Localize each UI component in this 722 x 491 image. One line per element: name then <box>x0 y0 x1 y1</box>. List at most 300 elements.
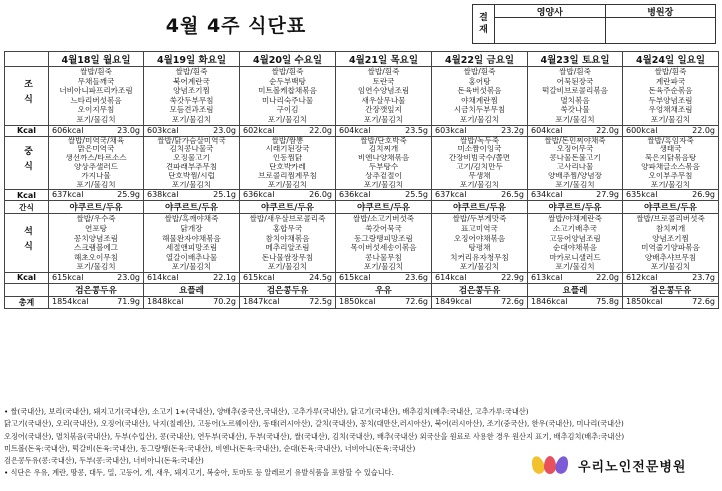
day-header: 4월20일 수요일 <box>240 52 336 67</box>
dish-item: 쌀밥/흑깨야채죽 <box>164 214 219 224</box>
dish-item: 새우살무나물 <box>361 95 406 105</box>
protein-value: 25.9g <box>117 190 140 200</box>
day-header: 4월18일 월요일 <box>49 52 144 67</box>
dish-item: 돈육버섯볶음 <box>457 86 502 96</box>
dish-item: 포기/물김치 <box>363 114 404 124</box>
kcal-cell <box>240 190 336 201</box>
kcal-cell <box>336 272 432 283</box>
kcal-value: 636kcal <box>339 190 371 200</box>
dish-item: 닭개장 <box>180 223 203 233</box>
protein-value: 22.1g <box>213 272 236 282</box>
approval-col-nutritionist <box>495 5 606 43</box>
day-header: 4월19일 화요일 <box>144 52 240 67</box>
dish-item: 콩나물돈불고기 <box>549 154 601 163</box>
drink-cell: 요플레 <box>528 283 623 296</box>
dish-item: 단호박카레 <box>269 162 306 171</box>
protein-value: 22.0g <box>596 272 619 282</box>
dish-item: 쌀밥/두부게맛죽 <box>452 214 507 224</box>
day-menu-cell <box>240 67 336 126</box>
dish-item: 가지나물 <box>81 171 111 180</box>
approval-sign-area <box>606 18 716 43</box>
dish-item: 표고미역국 <box>461 223 498 233</box>
corner-cell <box>5 52 49 67</box>
dish-item: 미소짬이잉국 <box>457 145 502 154</box>
protein-value: 25.1g <box>213 190 236 200</box>
kcal-value: 612kcal <box>626 272 658 282</box>
day-menu-cell <box>623 214 719 273</box>
dish-item: 너비아니파프리카조림 <box>59 86 133 96</box>
dish-item: 느타리버섯볶음 <box>70 95 122 105</box>
kcal-values <box>432 190 527 200</box>
dish-item: 포기/물김치 <box>171 180 212 189</box>
total-cell <box>49 296 144 308</box>
kcal-values <box>144 273 239 283</box>
kcal-cell <box>240 272 336 283</box>
dish-item: 콩나물무침 <box>365 252 402 262</box>
day-header-row <box>5 52 719 67</box>
hands-logo-icon <box>532 454 570 476</box>
kcal-values <box>49 273 143 283</box>
kcal-values <box>623 190 718 200</box>
kcal-values <box>49 190 143 200</box>
dish-item: 포기/물김치 <box>555 114 595 124</box>
dish-item: 포기/물김치 <box>650 114 691 124</box>
snack-cell: 야쿠르트/두유 <box>336 201 432 214</box>
kcal-cell <box>623 190 719 201</box>
approval-sign-area <box>495 18 605 43</box>
day-menu-cell <box>432 67 528 126</box>
day-header: 4월21일 목요일 <box>336 52 432 67</box>
dish-item: 단호박찜/시럽 <box>168 171 215 180</box>
hospital-name: 우리노인전문병원 <box>578 459 687 475</box>
dish-item: 쌀밥/흰죽 <box>463 67 496 76</box>
dish-item: 두부탕수 <box>368 162 399 171</box>
dish-item: 모듬견과조림 <box>169 105 214 115</box>
day-header: 4월22일 금요일 <box>432 52 528 67</box>
dish-item: 김치찌개 <box>368 145 399 154</box>
dish-item: 세절앤피망조림 <box>165 243 218 253</box>
kcal-cell <box>336 125 432 136</box>
dish-item: 목이버섯세송이볶음 <box>350 243 417 253</box>
dish-item: 소고기배추국 <box>552 223 597 233</box>
dish-item: 연포탕 <box>84 223 107 233</box>
meal-row <box>5 67 719 126</box>
kcal-value: 604kcal <box>531 125 563 135</box>
dish-item: 쌀밥/돈민찌야채죽 <box>544 136 606 145</box>
dish-item: 포기/물김치 <box>459 180 500 189</box>
dish-item: 메추리알조림 <box>265 243 310 253</box>
protein-value: 27.9g <box>596 190 619 200</box>
dish-item: 쌀밥/녹두죽 <box>459 136 500 145</box>
kcal-cell <box>144 272 240 283</box>
kcal-cell <box>144 190 240 201</box>
dish-item: 포기/물김치 <box>267 262 308 272</box>
dish-item: 쑥갓어묵국 <box>365 223 402 233</box>
dish-item: 김치콩나물국 <box>169 145 214 154</box>
dish-item: 포기/물김치 <box>171 114 212 124</box>
protein-value: 26.5g <box>501 190 524 200</box>
kcal-values <box>528 126 622 136</box>
dish-item: 포기/물김치 <box>363 262 404 272</box>
kcal-row <box>5 190 719 201</box>
kcal-value: 615kcal <box>339 272 371 282</box>
day-menu-cell <box>528 136 623 190</box>
dish-item: 포기/물김치 <box>459 262 500 272</box>
meal-label <box>5 214 49 273</box>
day-menu-cell <box>144 136 240 190</box>
kcal-cell <box>528 272 623 283</box>
note-line: • 쌀(국내산), 보리(국내산), 돼지고기(국내산), 소고기 1+(국내산), 양배추(중국산,국내산), 고추가루(국내산), 닭고기(국내산), 배추김치(배추:국내산, 고추가루:국내산) <box>4 407 529 416</box>
dish-item: 구이김 <box>276 105 299 115</box>
kcal-values <box>432 126 527 136</box>
dish-item: 해물완자야채볶음 <box>162 233 221 243</box>
brand <box>532 453 718 477</box>
dish-item: 포기/물김치 <box>267 180 308 189</box>
day-menu-cell <box>528 67 623 126</box>
protein-value: 26.9g <box>692 190 715 200</box>
protein-value: 26.0g <box>309 190 332 200</box>
kcal-value: 615kcal <box>52 272 84 282</box>
total-values <box>623 297 718 307</box>
kcal-label: Kcal <box>5 125 49 136</box>
kcal-value: 635kcal <box>626 190 658 200</box>
dish-item: 시금치두부무침 <box>453 105 506 115</box>
dish-item: 오징물고기 <box>173 154 210 163</box>
drink-cell: 검은콩두유 <box>432 283 528 296</box>
dish-item: 쌀밥/브로콜리버섯죽 <box>636 214 705 224</box>
kcal-values <box>144 190 239 200</box>
total-cell <box>432 296 528 308</box>
dish-item: 묵은지닭볶음탕 <box>644 154 697 163</box>
total-kcal: 1850kcal <box>626 297 663 307</box>
dish-item: 오이부추무침 <box>648 171 693 180</box>
day-menu-cell <box>49 67 144 126</box>
note-line: 미트볼(돈육:국내산), 떡갈비(돈육:국내산), 동그랑땡(돈육:국내산), 비엔나(돈육:국내산), 순대(돈육:국내산), 너비아니(돈육:국내산) <box>4 443 416 453</box>
dish-item: 포기/물김치 <box>363 180 404 189</box>
day-menu-cell <box>336 67 432 126</box>
dish-item: 쌀밥/단호박죽 <box>360 136 407 145</box>
total-protein: 72.5g <box>309 297 332 307</box>
dish-item: 상추겉절이 <box>365 171 402 180</box>
dish-item: 참치야채볶음 <box>265 233 310 243</box>
day-menu-cell <box>336 214 432 273</box>
dish-item: 쌀밥/소고기버섯죽 <box>352 214 415 224</box>
kcal-values <box>336 126 431 136</box>
approval-side-label <box>473 5 495 43</box>
dish-item: 견파래부추무침 <box>165 162 218 171</box>
kcal-value: 615kcal <box>243 272 275 282</box>
note-line: • 식단은 우유, 계란, 땅콩, 대두, 밀, 고등어, 게, 새우, 돼지고기, 복숭아, 토마토 등 알레르기 유발식품을 포함할 수 있습니다. <box>4 468 394 478</box>
kcal-values <box>240 126 335 136</box>
protein-value: 22.0g <box>596 125 619 135</box>
note-line: 닭고기(국내산), 오리(국내산), 오징어(국내산), 낙지(칠레산), 고등어(노르웨이산), 동태(러시아산), 갈치(국내산), 꽁치(대만산,러시아산), 북어(러시아산), 조기(중국산), 한우(국내산), 미나리(국내산) <box>4 419 624 429</box>
dish-item: 오이지무침 <box>77 105 115 115</box>
day-menu-cell <box>144 67 240 126</box>
page-title: 4월 4주 식단표 <box>165 14 307 37</box>
dish-item: 스크램블에그 <box>73 243 118 253</box>
dish-item: 오징어무국 <box>556 145 594 154</box>
dish-item: 쑥갓나물 <box>560 105 590 115</box>
kcal-row <box>5 125 719 136</box>
kcal-values <box>336 190 431 200</box>
dish-item: 고등어양념조림 <box>549 233 601 243</box>
dish-item: 포기/물김치 <box>650 180 691 189</box>
dish-item: 오징어야채볶음 <box>453 233 506 243</box>
dish-item: 포기/물김치 <box>76 114 116 124</box>
kcal-values <box>49 126 143 136</box>
kcal-value: 602kcal <box>243 125 275 135</box>
total-protein: 75.8g <box>596 297 619 307</box>
meal-label-text: 조식 <box>22 78 32 109</box>
kcal-values <box>240 273 335 283</box>
protein-value: 23.5g <box>405 125 428 135</box>
dish-item: 쌀밥/짬뽕 <box>271 136 304 145</box>
dish-item: 북어계란국 <box>173 76 210 86</box>
dish-item: 포기/물김치 <box>76 180 116 189</box>
dish-item: 고사리나물 <box>556 162 594 171</box>
kcal-values <box>144 126 239 136</box>
protein-value: 23.2g <box>501 125 524 135</box>
total-cell <box>528 296 623 308</box>
dish-item: 생태국 <box>659 145 682 154</box>
dish-item: 미트볼케찹채볶음 <box>258 86 317 96</box>
snack-cell: 야쿠르트/두유 <box>144 201 240 214</box>
dish-item: 쌀밥/미역국/채육 <box>67 136 125 145</box>
day-menu-cell <box>240 214 336 273</box>
protein-value: 22.0g <box>309 125 332 135</box>
drink-label <box>5 283 49 296</box>
dish-item: 포기/물김치 <box>267 114 308 124</box>
protein-value: 23.0g <box>213 125 236 135</box>
kcal-cell <box>432 190 528 201</box>
dish-item: 미역줄기양파볶음 <box>641 243 700 253</box>
total-kcal: 1849kcal <box>435 297 472 307</box>
dish-item: 토란국 <box>372 76 395 86</box>
kcal-cell <box>240 125 336 136</box>
kcal-cell <box>528 125 623 136</box>
kcal-value: 614kcal <box>435 272 467 282</box>
total-values <box>336 297 431 307</box>
snack-cell: 야쿠르트/두유 <box>623 201 719 214</box>
protein-value: 23.7g <box>692 272 715 282</box>
dish-item: 고기/김치만두 <box>456 162 503 171</box>
dish-item: 열갈이배추나물 <box>165 252 218 262</box>
dish-item: 계란파국 <box>655 76 686 86</box>
dish-item: 쌀밥/흰죽 <box>367 67 400 76</box>
meal-row <box>5 214 719 273</box>
kcal-value: 634kcal <box>531 190 563 200</box>
dish-item: 홍합무국 <box>272 223 303 233</box>
total-protein: 70.2g <box>213 297 236 307</box>
dish-item: 임연수양념조림 <box>357 86 410 96</box>
kcal-values <box>528 273 622 283</box>
dish-item: 두부양념조림 <box>648 95 693 105</box>
protein-value: 22.9g <box>501 272 524 282</box>
drink-cell: 검은콩두유 <box>240 283 336 296</box>
protein-value: 25.5g <box>405 190 428 200</box>
dish-item: 맑은미역국 <box>77 145 115 154</box>
dish-item: 떡갈비브로콜리볶음 <box>541 86 609 96</box>
total-cell <box>623 296 719 308</box>
meal-label-text: 중식 <box>22 145 32 176</box>
day-menu-cell <box>49 136 144 190</box>
day-header: 4월23일 토요일 <box>528 52 623 67</box>
kcal-row <box>5 272 719 283</box>
meal-label-text: 석식 <box>22 226 32 257</box>
menu-table <box>4 51 719 309</box>
dish-item: 미나리숙주나물 <box>261 95 314 105</box>
day-menu-cell <box>240 136 336 190</box>
protein-value: 23.0g <box>117 272 140 282</box>
dish-item: 야채계란찜 <box>461 95 498 105</box>
kcal-cell <box>336 190 432 201</box>
day-menu-cell <box>432 214 528 273</box>
dish-item: 포기/물김치 <box>459 114 500 124</box>
kcal-values <box>528 190 622 200</box>
snack-cell: 야쿠르트/두유 <box>432 201 528 214</box>
total-label: 총계 <box>5 296 49 308</box>
dish-item: 쌀밥/흰죽 <box>271 67 304 76</box>
day-menu-cell <box>336 136 432 190</box>
kcal-values <box>623 126 718 136</box>
total-protein: 72.6g <box>405 297 428 307</box>
dish-item: 쌀밥/흰죽 <box>175 67 208 76</box>
day-menu-cell <box>623 67 719 126</box>
kcal-cell <box>49 272 144 283</box>
kcal-value: 637kcal <box>435 190 467 200</box>
dish-item: 양념조기찜 <box>652 233 689 243</box>
dish-item: 인동찜닭 <box>272 154 303 163</box>
dish-item: 포기/물김치 <box>555 180 595 189</box>
dish-item: 쑥갓두부무침 <box>169 95 214 105</box>
dish-item: 쌀밥/닭가슴살미역국 <box>157 136 226 145</box>
kcal-value: 637kcal <box>52 190 84 200</box>
header <box>6 4 716 44</box>
approval-side-char: 재 <box>479 25 488 35</box>
dish-item: 쌀밥/우수죽 <box>76 214 116 224</box>
dish-item: 시래기된장국 <box>265 145 310 154</box>
drink-cell: 검은콩두유 <box>49 283 144 296</box>
total-protein: 72.6g <box>501 297 524 307</box>
dish-item: 우엉채채조림 <box>648 105 693 115</box>
dish-item: 해초오이무침 <box>73 252 118 262</box>
total-protein: 71.9g <box>117 297 140 307</box>
kcal-cell <box>623 272 719 283</box>
kcal-label: Kcal <box>5 190 49 201</box>
day-header: 4월24일 일요일 <box>623 52 719 67</box>
protein-value: 23.6g <box>405 272 428 282</box>
snack-row <box>5 201 719 214</box>
dish-item: 치커리유자청무침 <box>450 252 509 262</box>
meal-label <box>5 67 49 126</box>
meal-row <box>5 136 719 190</box>
kcal-values <box>432 273 527 283</box>
dish-item: 어묵된장국 <box>556 76 594 86</box>
day-menu-cell <box>432 136 528 190</box>
kcal-cell <box>49 190 144 201</box>
dish-item: 양상추샐러드 <box>73 162 118 171</box>
protein-value: 23.0g <box>117 125 140 135</box>
dish-item: 양파채글소스볶음 <box>641 162 700 171</box>
day-menu-cell <box>623 136 719 190</box>
total-values <box>144 297 239 307</box>
dish-item: 포기/물김치 <box>171 262 212 272</box>
kcal-cell <box>432 125 528 136</box>
kcal-values <box>336 273 431 283</box>
total-cell <box>144 296 240 308</box>
note-line: 검은콩두유(콩:국내산), 두부(콩:국내산), 너비아니(돈육:국내산) <box>4 456 204 466</box>
total-kcal: 1850kcal <box>339 297 376 307</box>
snack-cell: 야쿠르트/두유 <box>49 201 144 214</box>
kcal-values <box>623 273 718 283</box>
dish-item: 양배추샤브무침 <box>644 252 697 262</box>
kcal-values <box>240 190 335 200</box>
drink-cell: 우유 <box>336 283 432 296</box>
drink-row <box>5 283 719 296</box>
kcal-value: 606kcal <box>52 125 84 135</box>
total-values <box>528 297 622 307</box>
dish-item: 포기/물김치 <box>650 262 691 272</box>
dish-item: 비엔나양채볶음 <box>357 154 410 163</box>
dish-item: 동그랑땡피망조림 <box>354 233 413 243</box>
total-kcal: 1848kcal <box>147 297 184 307</box>
dish-item: 쌀밥/야채계란죽 <box>548 214 602 224</box>
dish-item: 순두부백탕 <box>269 76 306 86</box>
dish-item: 참치찌개 <box>655 223 686 233</box>
kcal-value: 614kcal <box>147 272 179 282</box>
dish-item: 순대야채볶음 <box>552 243 597 253</box>
note-line: 오징어(국내산), 멸치볶음(국내산), 두부(수입산), 콩(국내산), 연두부(국내산), 두부(국내산), 쌀(국내산), 김치(국내산), 배추(국내산) 외국산을 원료로 사용한 경우 원산지 표기, 배추김치(배추:국내산) <box>4 431 625 441</box>
approval-head: 병원장 <box>606 5 716 18</box>
kcal-cell <box>49 125 144 136</box>
dish-item: 쌀밥/흑임자죽 <box>647 136 694 145</box>
kcal-value: 636kcal <box>243 190 275 200</box>
kcal-value: 604kcal <box>339 125 371 135</box>
kcal-value: 613kcal <box>531 272 563 282</box>
kcal-label: Kcal <box>5 272 49 283</box>
approval-head: 영양사 <box>495 5 605 18</box>
total-cell <box>336 296 432 308</box>
approval-side-char: 결 <box>479 13 488 23</box>
meal-label <box>5 136 49 190</box>
dish-item: 쌀밥/새우살브로콜리죽 <box>249 214 326 224</box>
snack-label: 간식 <box>5 201 49 214</box>
dish-item: 무생채 <box>468 171 491 180</box>
dish-item: 생선까스/타르소스 <box>65 154 127 163</box>
dish-item: 양배추찜/양념장 <box>548 171 602 180</box>
drink-cell: 요플레 <box>144 283 240 296</box>
total-row <box>5 296 719 308</box>
dish-item: 간장비빔국수/쫄면 <box>448 154 511 163</box>
kcal-cell <box>432 272 528 283</box>
kcal-cell <box>144 125 240 136</box>
kcal-value: 603kcal <box>147 125 179 135</box>
dish-item: 쌀밥/흰죽 <box>654 67 687 76</box>
dish-item: 쌀밥/흰죽 <box>80 67 112 76</box>
total-kcal: 1854kcal <box>52 297 89 307</box>
kcal-cell <box>528 190 623 201</box>
drink-cell: 검은콩두유 <box>623 283 719 296</box>
total-cell <box>240 296 336 308</box>
dish-item: 간장깻잎지 <box>365 105 402 115</box>
total-kcal: 1846kcal <box>531 297 568 307</box>
day-menu-cell <box>144 214 240 273</box>
total-values <box>240 297 335 307</box>
snack-cell: 야쿠르트/두유 <box>240 201 336 214</box>
dish-item: 무채들깨국 <box>77 76 115 86</box>
kcal-value: 603kcal <box>435 125 467 135</box>
approval-box <box>472 4 716 44</box>
